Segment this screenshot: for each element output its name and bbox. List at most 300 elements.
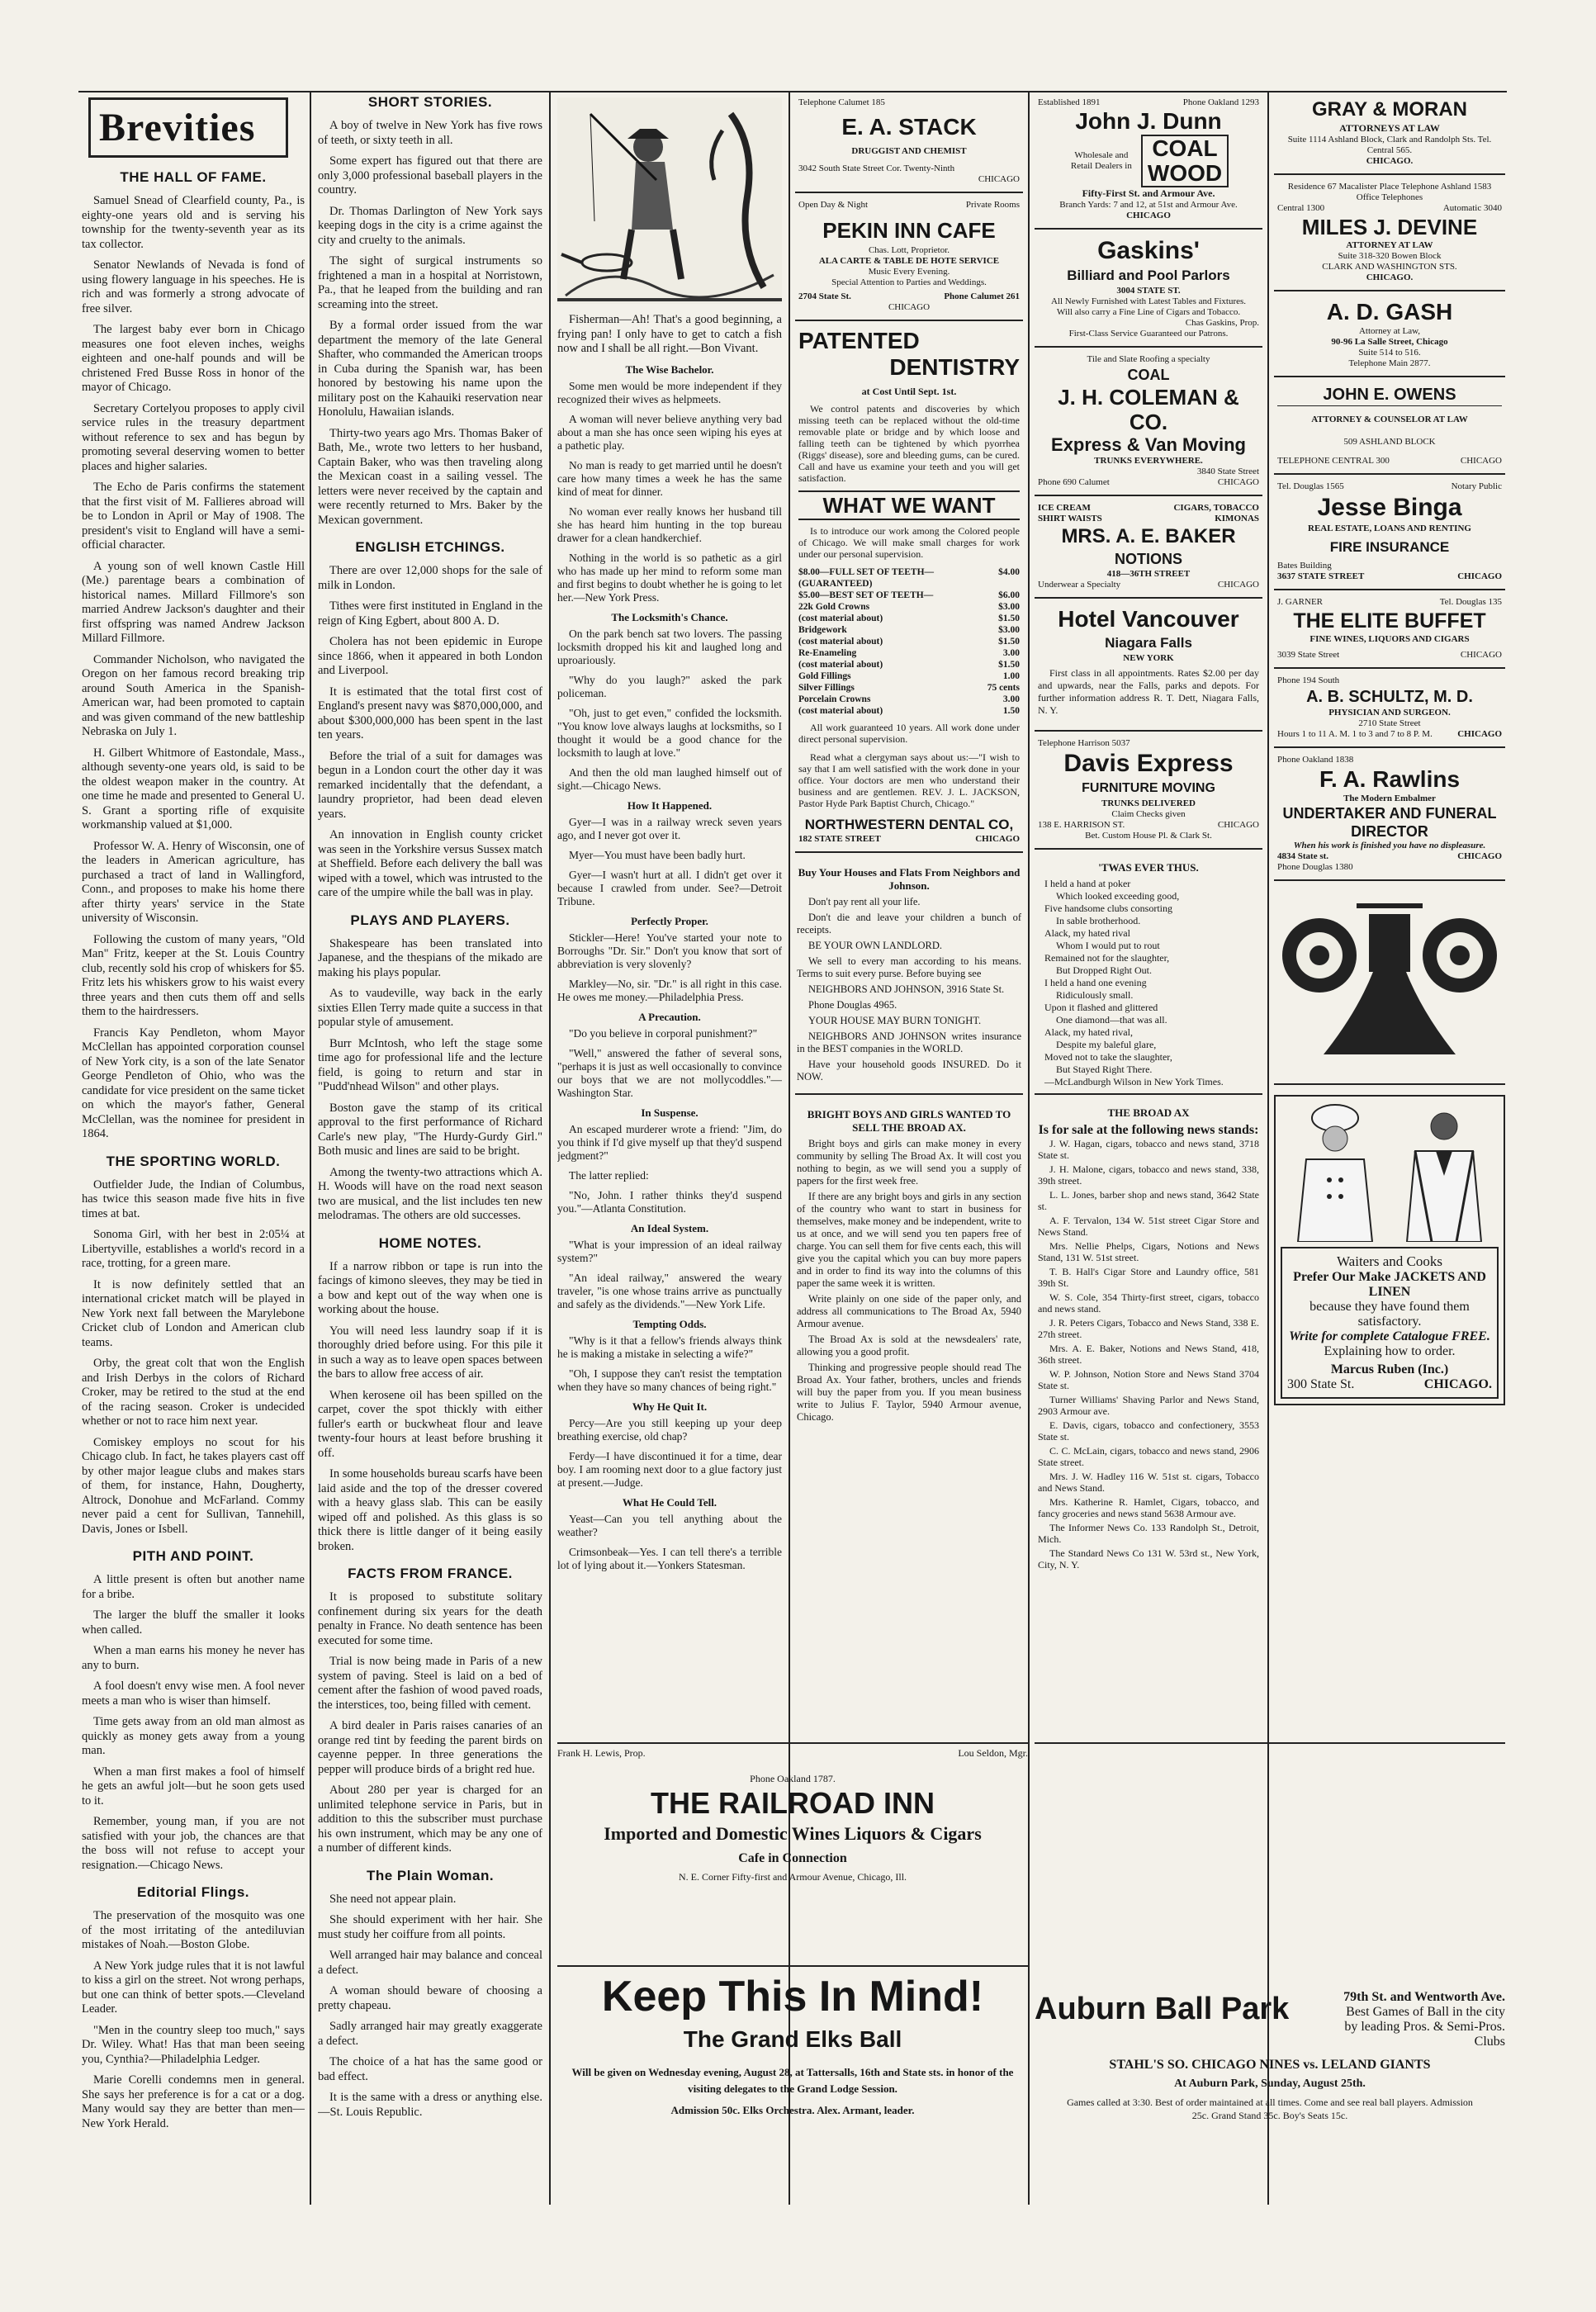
hall-paragraph: Samuel Snead of Clearfield county, Pa., is eighty-one years old and is serving his township for the twenty-seventh year as its tax collector.: [82, 194, 305, 251]
heading-locksmith: The Locksmith's Chance.: [611, 610, 728, 623]
poem-line: I held a hand one evening: [1044, 977, 1147, 988]
wise-paragraph: No woman ever really knows her husband till she has heard him hunting in the top bureau drawer for a clean handkerchief.: [557, 505, 782, 544]
news-stand-item: J. R. Peters Cigars, Tobacco and News Stand, 338 E. 27th street.: [1038, 1317, 1259, 1340]
waiter-figure-icon: [1399, 1102, 1489, 1242]
davis-trunks: TRUNKS DELIVERED: [1101, 798, 1196, 808]
home-paragraph: You will need less laundry soap if it is thoroughly dried before using. For this pile it in such a way as to leave open spaces between the bars to allow free access of air.: [318, 1324, 542, 1381]
poem-twas-ever-thus: [1035, 850, 1262, 1095]
quit-paragraph: Percy—Are you still keeping up your deep breathing exercise, old chap?: [557, 1416, 782, 1443]
poem-line: Ridiculously small.: [1056, 989, 1134, 1001]
boys-paragraph: Write plainly on one side of the paper only, and address all communications to The Broad Ax, 5940 Armour avenue.: [797, 1293, 1021, 1329]
binga-city: CHICAGO: [1457, 571, 1502, 581]
homes-paragraph: BE YOUR OWN LANDLORD.: [808, 940, 943, 951]
english-paragraph: Before the trial of a suit for damages was begun in a London court the other day it was remarked incidentally that the defendant, a laundry proprietor, had been dead eleven years.: [318, 749, 542, 821]
precaution-paragraph: "Do you believe in corporal punishment?": [569, 1026, 758, 1040]
pekin-special: Special Attention to Parties and Weddings.: [831, 277, 987, 287]
hall-paragraph: The largest baby ever born in Chicago measures one foot eleven inches, weighs eighteen and one-half pounds and will be christened Fred Busse Ross in honor of the mayor of Chicago.: [82, 323, 305, 394]
quit-paragraph: Ferdy—I have discontinued it for a time, dear boy. I am rooming next door to a glue factory just at present.—Judge.: [557, 1449, 782, 1489]
broadax-title: THE BROAD AX: [1107, 1106, 1190, 1119]
short-story-paragraph: A boy of twelve in New York has five rows of teeth, or sixty teeth in all.: [318, 119, 542, 147]
sporting-paragraph: Sonoma Girl, with her best in 2:05¼ at Libertyville, establishes a world's record in a race, trotting, for a green mare.: [82, 1228, 305, 1270]
pekin-addr: 2704 State St.: [798, 291, 851, 301]
happened-paragraph: Gyer—I wasn't hurt at all. I didn't get over it because I crawled from under. See?—Detroit Tribune.: [557, 868, 782, 907]
ad-john-dunn: [1035, 91, 1262, 230]
short-story-paragraph: By a formal order issued from the war department the memory of the late General Shafter, who commanded the American troops in Cuba during the Spanish war, has been honored by bestowing his name upon the military post on the Kahauiki reservation near Honolulu, Hawaiian islands.: [318, 319, 542, 419]
happened-paragraph: Gyer—I was in a railway wreck seven years ago, and I never got over it.: [557, 815, 782, 841]
ad-owens: [1274, 377, 1505, 475]
heading-how-it-happened: How It Happened.: [627, 798, 713, 812]
poem-line: Alack, my hated rival,: [1044, 1026, 1133, 1038]
plays-paragraph: Shakespeare has been translated into Japanese, and the thespians of the mikado are making his plays popular.: [318, 936, 542, 979]
column-humor: [557, 91, 782, 1734]
poem-line: But Dropped Right Out.: [1056, 964, 1152, 976]
english-paragraph: Cholera has not been epidemic in Europe since 1866, when it appeared in both London and Liverpool.: [318, 635, 542, 677]
pekin-music: Music Every Evening.: [868, 267, 950, 277]
binga-addr: 3637 STATE STREET: [1277, 571, 1365, 581]
facts-paragraph: Trial is now being made in Paris of a new system of paving. Steel is laid on a bed of cement after the fashion of wood paved roads, the interstices, too, being filled with cement.: [318, 1655, 542, 1712]
devine-name: MILES J. DEVINE: [1301, 215, 1478, 239]
hotel-loc: Niagara Falls: [1105, 635, 1192, 651]
coleman-coal: COAL: [1127, 367, 1170, 383]
heading-ideal-system: An Ideal System.: [630, 1221, 709, 1234]
bottom-rule: [1035, 1742, 1505, 1744]
ideal-paragraph: "What is your impression of an ideal railway system?": [557, 1238, 782, 1264]
price-item: (cost material about): [798, 614, 883, 623]
short-story-paragraph: Thirty-two years ago Mrs. Thomas Baker of Bath, Me., wrote two letters to her husband, Captain Baker, who was then traveling along the Mexican coast in a sailing vessel. The letters were never received by the captain and were recently returned to Mrs. Baker by the Mexican government.: [318, 426, 542, 527]
park-loc: 79th St. and Wentworth Ave.: [1343, 1990, 1505, 2004]
davis-addr2: Bet. Custom House Pl. & Clark St.: [1085, 831, 1212, 841]
buffet-city: CHICAGO: [1460, 650, 1502, 660]
boys-title: BRIGHT BOYS AND GIRLS WANTED TO SELL THE BROAD AX.: [807, 1108, 1011, 1134]
editorial-paragraph: A New York judge rules that it is not lawful to kiss a girl on the street. Not wrong perhaps, but one can think of better spots.—Cleveland Leader.: [82, 1959, 305, 2016]
dent-guarantee: All work guaranteed 10 years. All work done under direct personal supervision.: [798, 722, 1020, 745]
pith-paragraph: When a man earns his money he never has any to burn.: [82, 1644, 305, 1672]
gaskins-prop: Chas Gaskins, Prop.: [1185, 318, 1259, 328]
heading-pith-and-point: PITH AND POINT.: [132, 1548, 254, 1564]
plays-paragraph: Among the twenty-two attractions which A. H. Woods will have on the road next season two are musical, and the list includes ten new melodramas. The others are old successes.: [318, 1165, 542, 1222]
fisherman-illustration: [557, 97, 782, 304]
pith-paragraph: A fool doesn't envy wise men. A fool never meets a man who is wiser than himself.: [82, 1680, 305, 1708]
binga-bldg: Bates Building: [1277, 561, 1332, 571]
precaution-paragraph: "Well," answered the father of several sons, "perhaps it is just as well occasionally to convince our boys that we are not mollycoddles."—Washington Star.: [557, 1046, 782, 1099]
told-paragraph: Crimsonbeak—Yes. I can tell there's a terrible lot of lying about it.—Yonkers Statesman.: [557, 1545, 782, 1571]
ad-auburn-ball-park: [1035, 1990, 1505, 2188]
rail-mgr: Lou Seldon, Mgr.: [958, 1747, 1028, 1759]
short-story-paragraph: The sight of surgical instruments so frightened a man in a hospital at Norristown, Pa., that he leaped from the building and ran screaming into the street.: [318, 254, 542, 311]
column-rule: [310, 91, 311, 2205]
heading-english-etchings: ENGLISH ETCHINGS.: [355, 539, 505, 555]
news-stand-item: J. H. Malone, cigars, tobacco and news stand, 338, 39th street.: [1038, 1163, 1259, 1187]
hall-paragraph: Following the custom of many years, "Old Man" Fritz, keeper at the St. Louis Country club, recently sold his crop of whiskers for $5. Fritz lets his whiskers grow to his waist every three years and then cuts them off and sells them to the hairdressers.: [82, 932, 305, 1018]
davis-name: Davis Express: [1063, 750, 1234, 777]
facts-paragraph: About 280 per year is charged for an unlimited telephone service in Paris, but in addition to this the subscriber must purchase his own instrument, which may be any one of a number of different kinds.: [318, 1784, 542, 1855]
rawlins-name: F. A. Rawlins: [1319, 766, 1461, 792]
ad-gaskins: [1035, 230, 1262, 348]
elks-title: Keep This In Mind!: [601, 1973, 984, 2021]
ad-stack: [795, 91, 1023, 193]
poem-line: One diamond—that was all.: [1056, 1014, 1167, 1026]
hall-paragraph: Francis Kay Pendleton, whom Mayor McClellan has appointed corporation counsel of New York city, is a son of the late Senator George Pendleton of Ohio, who was the candidate for vice president on the same ticket on which the mayor's father, General McClellan, was the nominee for president in 1864.: [82, 1026, 305, 1140]
baker-l2: SHIRT WAISTS: [1038, 514, 1102, 524]
rail-addr: N. E. Corner Fifty-first and Armour Avenue, Chicago, Ill.: [678, 1871, 907, 1883]
cartoon-caption: Fisherman—Ah! That's a good beginning, a frying pan! I only have to get to catch a fish now and I shall be all right.—Bon Vivant.: [557, 313, 782, 355]
rawlins-motto: When his work is finished you have no displeasure.: [1293, 841, 1486, 850]
hotel-ny: NEW YORK: [1123, 653, 1174, 663]
boys-paragraph: Thinking and progressive people should read The Broad Ax. Your father, brothers, uncles and friends will buy the paper from you. If you mean business write to Julius F. Taylor, 5940 Armour avenue, Chicago.: [797, 1362, 1021, 1423]
news-stand-item: Mrs. Katherine R. Hamlet, Cigars, tobacco, and fancy groceries and news stand 5638 Armour ave.: [1038, 1496, 1259, 1519]
ad-miles-devine: [1274, 175, 1505, 291]
price-row: [798, 613, 1020, 624]
price-row: [798, 694, 1020, 705]
proper-paragraph: Markley—No, sir. "Dr." is all right in this case. He owes me money.—Philadelphia Press.: [557, 977, 782, 1003]
ruben-measure: Explaining how to order.: [1324, 1344, 1456, 1358]
ad-coleman: [1035, 348, 1262, 496]
ad-gash: [1274, 291, 1505, 377]
gaskins-guarantee: First-Class Service Guaranteed our Patrons.: [1068, 329, 1229, 339]
davis-sub: FURNITURE MOVING: [1082, 781, 1215, 795]
fisherman-cartoon: [557, 97, 782, 308]
owens-addr: 509 ASHLAND BLOCK: [1343, 437, 1436, 447]
rawlins-city: CHICAGO: [1457, 851, 1502, 861]
column-brevities: [82, 91, 305, 2205]
rawlins-phone: Phone Oakland 1838: [1277, 755, 1354, 765]
devine-addr: Suite 318-320 Bowen Block: [1338, 251, 1442, 261]
devine-sub: ATTORNEY AT LAW: [1346, 240, 1433, 250]
locksmith-paragraph: And then the old man laughed himself out of sight.—Chicago News.: [557, 765, 782, 792]
heading-in-suspense: In Suspense.: [641, 1106, 699, 1119]
devine-top2: Office Telephones: [1356, 192, 1423, 202]
plain-woman-paragraph: Sadly arranged hair may greatly exaggerate a defect.: [318, 2020, 542, 2048]
ad-jesse-binga: [1274, 475, 1505, 590]
editorial-paragraph: "Men in the country sleep too much," says Dr. Wiley. What! Has that man been seeing you, Cynthia?—Philadelphia Ledger.: [82, 2023, 305, 2066]
price-value: $1.50: [998, 614, 1020, 623]
price-value: 3.00: [1002, 694, 1020, 704]
poem-line: I held a hand at poker: [1044, 878, 1131, 889]
pekin-menu: ALA CARTE & TABLE DE HOTE SERVICE: [818, 256, 1000, 266]
news-stand-item: W. P. Johnson, Notion Store and News Stand 3704 State st.: [1038, 1368, 1259, 1391]
ruben-catalogue: Write for complete Catalogue FREE.: [1289, 1329, 1490, 1343]
column-rule: [1267, 91, 1269, 2205]
price-row: [798, 624, 1020, 636]
devine-top: Residence 67 Macalister Place Telephone Ashland 1583: [1287, 182, 1492, 192]
ad-pekin-inn: [795, 193, 1023, 321]
buffet-addr: 3039 State Street: [1277, 650, 1340, 660]
price-value: 75 cents: [987, 683, 1020, 693]
ad-schultz: [1274, 669, 1505, 748]
binga-sub: REAL ESTATE, LOANS AND RENTING: [1308, 524, 1471, 533]
price-value: 1.50: [1002, 706, 1020, 716]
binga-name: Jesse Binga: [1317, 494, 1462, 521]
price-value: $3.00: [998, 625, 1020, 635]
column-ads-business: [1035, 91, 1262, 1742]
news-stand-item: A. F. Tervalon, 134 W. 51st street Cigar Store and News Stand.: [1038, 1215, 1259, 1238]
stack-addr: 3042 South State Street Cor. Twenty-Ninth: [798, 163, 955, 173]
stack-name: E. A. STACK: [841, 114, 977, 140]
elks-sub: The Grand Elks Ball: [683, 2026, 902, 2052]
park-game: STAHL'S SO. CHICAGO NINES vs. LELAND GIANTS: [1109, 2058, 1431, 2072]
news-stand-item: The Standard News Co 131 W. 53rd st., New York, City, N. Y.: [1038, 1547, 1259, 1571]
gm-city: CHICAGO.: [1366, 156, 1414, 166]
homes-paragraph: NEIGHBORS AND JOHNSON, 3916 State St.: [808, 983, 1005, 995]
park-title: Auburn Ball Park: [1035, 1992, 1290, 2026]
homes-paragraph: Phone Douglas 4965.: [808, 999, 897, 1011]
gramophone-icon: [1274, 889, 1505, 1071]
ruben-body: because they have found them satisfactory.: [1309, 1300, 1470, 1329]
pekin-phone: Phone Calumet 261: [944, 291, 1020, 301]
price-item: (cost material about): [798, 706, 883, 716]
homes-paragraph: NEIGHBORS AND JOHNSON writes insurance in the BEST companies in the WORLD.: [797, 1030, 1021, 1054]
price-item: Bridgework: [798, 625, 847, 635]
gaskins-addr: 3004 STATE ST.: [1116, 286, 1181, 296]
price-list: [798, 566, 1020, 717]
poem-line: Despite my baleful glare,: [1056, 1039, 1157, 1050]
plays-paragraph: As to vaudeville, way back in the early sixties Ellen Terry made quite a success in that popular style of amusement.: [318, 987, 542, 1029]
owens-name: JOHN E. OWENS: [1277, 384, 1502, 406]
boys-paragraph: The Broad Ax is sold at the newsdealers' rate, allowing you a good profit.: [797, 1334, 1021, 1357]
ruben-name: Marcus Ruben (Inc.): [1330, 1362, 1449, 1376]
poem-line: In sable brotherhood.: [1056, 915, 1141, 926]
homes-paragraph: We sell to every man according to his means. Terms to suit every purse. Before buying see: [797, 955, 1021, 979]
baker-r2: KIMONAS: [1215, 514, 1259, 524]
elks-admission: Admission 50c. Elks Orchestra. Alex. Armant, leader.: [670, 2104, 915, 2116]
gm-addr: Suite 1114 Ashland Block, Clark and Randolph Sts. Tel. Central 565.: [1287, 135, 1492, 155]
cook-figure-icon: [1290, 1102, 1381, 1242]
ideal-paragraph: "An ideal railway," answered the weary traveler, "is one whose trains arrive as punctually and safely as the dividends."—New York Life.: [557, 1271, 782, 1310]
price-item: $5.00—BEST SET OF TEETH—: [798, 590, 934, 600]
gash-addr: 90-96 La Salle Street, Chicago: [1331, 337, 1448, 347]
column-rule: [549, 91, 551, 2205]
gaskins-sub: Billiard and Pool Parlors: [1067, 268, 1230, 283]
buffet-tel: Tel. Douglas 135: [1439, 597, 1502, 607]
price-row: [798, 636, 1020, 647]
heading-plain-woman: The Plain Woman.: [366, 1867, 495, 1883]
dunn-addr: Fifty-First St. and Armour Ave.: [1082, 187, 1215, 199]
baker-r1: CIGARS, TOBACCO: [1173, 503, 1259, 513]
editorial-paragraph: The preservation of the mosquito was one of the most irritating of the antediluvian mistakes of Noah.—Boston Globe.: [82, 1909, 305, 1951]
baker-notions: NOTIONS: [1114, 551, 1182, 567]
news-stand-item: Mrs. A. E. Baker, Notions and News Stand, 418, 36th street.: [1038, 1343, 1259, 1366]
homes-paragraph: YOUR HOUSE MAY BURN TONIGHT.: [808, 1015, 982, 1026]
wise-paragraph: A woman will never believe anything very bad about a man she has once seen wiping his eyes at a pathetic play.: [557, 412, 782, 452]
price-value: $1.50: [998, 660, 1020, 670]
hotel-body: First class in all appointments. Rates $2.00 per day and upwards, near the Falls, parks and depots. For further information address R. T. Dett, Niagara Falls, N. Y.: [1038, 667, 1259, 716]
dunn-sub: Wholesale and Retail Dealers in: [1070, 150, 1132, 171]
baker-addr: 418—36TH STREET: [1106, 569, 1191, 579]
schultz-hours: Hours 1 to 11 A. M. 1 to 3 and 7 to 8 P. M.: [1277, 729, 1433, 739]
price-item: Silver Fillings: [798, 683, 855, 693]
plain-woman-paragraph: A woman should beware of choosing a pretty chapeau.: [318, 1984, 542, 2012]
english-paragraph: An innovation in English county cricket was seen in the Yorkshire versus Sussex match at Sheffield. Before each delivery the ball was wiped with a towel, which was intrusted to the care of the umpire while the ball was in play.: [318, 828, 542, 899]
broad-ax-stands: [1035, 1095, 1262, 1578]
homes-paragraph: Don't pay rent all your life.: [808, 896, 921, 907]
price-value: $4.00: [998, 567, 1020, 577]
price-row: [798, 682, 1020, 694]
poem-line: Which looked exceeding good,: [1056, 890, 1180, 902]
price-item: Re-Enameling: [798, 648, 857, 658]
schultz-addr: 2710 State Street: [1358, 718, 1421, 728]
ruben-head: Waiters and Cooks: [1337, 1253, 1442, 1269]
suspense-paragraph: "No, John. I rather thinks they'd suspend you."—Atlanta Constitution.: [557, 1188, 782, 1215]
dunn-name: John J. Dunn: [1075, 108, 1222, 134]
dent-city: CHICAGO: [975, 834, 1020, 844]
devine-addr2: CLARK AND WASHINGTON STS.: [1322, 262, 1457, 272]
baker-city: CHICAGO: [1217, 580, 1259, 590]
pekin-city: CHICAGO: [888, 302, 931, 312]
pith-paragraph: When a man first makes a fool of himself he gets an awful jolt—but he soon gets used to it.: [82, 1765, 305, 1807]
coleman-name: J. H. COLEMAN & CO.: [1058, 385, 1239, 434]
price-item: (GUARANTEED): [798, 579, 873, 589]
heading-short-stories: SHORT STORIES.: [367, 94, 493, 110]
owens-city: CHICAGO: [1460, 456, 1502, 466]
notice-bright-boys: [795, 1095, 1023, 1433]
pekin-name: PEKIN INN CAFE: [822, 218, 996, 243]
news-stand-item: The Informer News Co. 133 Randolph St., Detroit, Mich.: [1038, 1522, 1259, 1545]
ad-davis-express: [1035, 732, 1262, 850]
dunn-city: CHICAGO: [1126, 211, 1171, 220]
gaskins-body: All Newly Furnished with Latest Tables and Fixtures.: [1050, 296, 1247, 306]
rail-name: THE RAILROAD INN: [651, 1786, 935, 1820]
dent-body: We control patents and discoveries by which missing teeth can be replaced without the old-time removable plate or bridge and by which loose and falling teeth can be tightened by which pyorrhea (Riggs' disease), sore and bleeding gums, can be cured. Call and have us examine your teeth and you will get satisfaction.: [798, 403, 1020, 484]
buffet-name: THE ELITE BUFFET: [1293, 609, 1486, 632]
rawlins-sub: The Modern Embalmer: [1343, 794, 1436, 803]
pith-paragraph: A little present is often but another name for a bribe.: [82, 1573, 305, 1601]
hall-paragraph: Commander Nicholson, who navigated the Oregon on her famous record breaking trip around South America in the Spanish-American war, had been promoted to captain and was given command of the new battleship Nebraska on July 1.: [82, 652, 305, 738]
price-row: [798, 566, 1020, 578]
tempting-paragraph: "Why is it that a fellow's friends always think he is making a mistake in selecting a wife?": [557, 1334, 782, 1360]
pith-paragraph: The larger the bluff the smaller it looks when called.: [82, 1608, 305, 1637]
price-item: (cost material about): [798, 660, 883, 670]
davis-addr: 138 E. HARRISON ST.: [1038, 820, 1125, 830]
devine-city: CHICAGO.: [1366, 272, 1414, 282]
hall-paragraph: A young son of well known Castle Hill (Me.) parentage bears a combination of historical names. Millard Fillmore's son married Andrew Jackson's daughter and their first offspring was named Andrew Jackson Millard Fillmore.: [82, 559, 305, 645]
dent-addr: 182 STATE STREET: [798, 834, 881, 844]
rail-phone: Phone Oakland 1787.: [750, 1773, 836, 1784]
proper-paragraph: Stickler—Here! You've started your note to Borroughs "Dr. Sir." Don't you know that sort of abbreviation is very slovenly?: [557, 931, 782, 970]
dunn-yards: Branch Yards: 7 and 12, at 51st and Armour Ave.: [1059, 200, 1238, 210]
news-stand-item: T. B. Hall's Cigar Store and Laundry office, 581 39th St.: [1038, 1266, 1259, 1289]
boys-paragraph: If there are any bright boys and girls in any section of the country who want to start in business for themselves, make money and be independent, write to us at once, and we will send you ten papers free of charge. You can sell them for five cents each, this will give you the capital which you can buy more papers and in order to find its way into the columns of this paper the same week it is written.: [797, 1191, 1021, 1289]
heading-facts-from-france: FACTS FROM FRANCE.: [348, 1566, 513, 1581]
price-value: $1.50: [998, 637, 1020, 647]
locksmith-paragraph: On the park bench sat two lovers. The passing locksmith dropped his kit and laughed long and uproariously.: [557, 627, 782, 666]
heading-sporting-world: THE SPORTING WORLD.: [106, 1153, 281, 1169]
owens-sub: ATTORNEY & COUNSELOR AT LAW: [1311, 415, 1468, 424]
heading-perfectly-proper: Perfectly Proper.: [631, 914, 708, 927]
hall-paragraph: Secretary Cortelyou proposes to apply civil service rules in the treasury department without reference to sex and has begun by promoting several deserving women to better places and higher salaries.: [82, 401, 305, 473]
heading-wise-bachelor: The Wise Bachelor.: [625, 362, 714, 376]
plain-woman-paragraph: Well arranged hair may balance and conceal a defect.: [318, 1949, 542, 1977]
ruben-city: CHICAGO.: [1423, 1377, 1492, 1391]
poem-line: Whom I would put to rout: [1056, 940, 1160, 951]
heading-home-notes: HOME NOTES.: [378, 1234, 482, 1251]
price-row: [798, 705, 1020, 717]
devine-tel-l: Central 1300: [1277, 203, 1325, 213]
column-rule: [1028, 91, 1030, 2205]
wise-paragraph: Nothing in the world is so pathetic as a girl who has made up her mind to reform some man and first begins to doubt whether he is going to let her.—New York Press.: [557, 551, 782, 604]
news-stand-item: E. Davis, cigars, tobacco and confectionery, 3553 State st.: [1038, 1419, 1259, 1443]
park-when: At Auburn Park, Sunday, August 25th.: [1174, 2077, 1366, 2090]
gash-name: A. D. GASH: [1326, 299, 1453, 325]
ad-marcus-ruben: [1274, 1095, 1505, 1405]
homes-title: Buy Your Houses and Flats From Neighbors and Johnson.: [798, 866, 1021, 892]
locksmith-paragraph: "Oh, just to get even," confided the locksmith. "You know love always laughs at locksmiths, so I thought it would be a good chance for the locksmith to laugh at love.": [557, 706, 782, 759]
ad-elite-buffet: [1274, 590, 1505, 669]
pekin-prop: Chas. Lott, Proprietor.: [868, 245, 950, 255]
stack-sub: DRUGGIST AND CHEMIST: [851, 146, 967, 156]
schultz-phone: Phone 194 South: [1277, 675, 1340, 685]
news-stand-item: J. W. Hagan, cigars, tobacco and news stand, 3718 State st.: [1038, 1138, 1259, 1161]
ad-rawlins: [1274, 748, 1505, 881]
rail-sub: Imported and Domestic Wines Liquors & Cigars: [604, 1823, 982, 1844]
schultz-name: A. B. SCHULTZ, M. D.: [1306, 688, 1473, 706]
home-paragraph: If a narrow ribbon or tape is run into the facings of kimono sleeves, they may be tied in a bow and kept out of the way when one is working about the house.: [318, 1259, 542, 1316]
hall-paragraph: The Echo de Paris confirms the statement that the first visit of M. Fallieres abroad will be to London in April or May of 1908. The president's visit to England will have a semi-official character.: [82, 481, 305, 552]
newspaper-page: [78, 91, 1507, 2205]
davis-phone: Telephone Harrison 5037: [1038, 738, 1130, 748]
dent-want: WHAT WE WANT: [798, 490, 1020, 520]
facts-paragraph: It is proposed to substitute solitary confinement during six years for the death penalty in France. No death sentence has been executed for some time.: [318, 1590, 542, 1647]
park-body: Games called at 3:30. Best of order maintained at all times. Come and see real ball players. Admission 25c. Grand Stand 35c. Boy's Seats 15c.: [1067, 2096, 1473, 2121]
davis-city: CHICAGO: [1217, 820, 1259, 830]
price-value: $3.00: [998, 602, 1020, 612]
gash-tel: Telephone Main 2877.: [1348, 358, 1431, 368]
gash-suite: Suite 514 to 516.: [1358, 348, 1421, 358]
rawlins-ud: UNDERTAKER AND FUNERAL DIRECTOR: [1282, 805, 1497, 840]
editorial-paragraph: Marie Corelli condemns men in general. She says her preference is for a cat or a dog. Many would say they are better than men—New York Herald.: [82, 2073, 305, 2130]
price-row: [798, 670, 1020, 682]
price-value: $6.00: [998, 590, 1020, 600]
dent-offer: at Cost Until Sept. 1st.: [861, 386, 957, 397]
poem-line: —McLandburgh Wilson in New York Times.: [1044, 1076, 1224, 1087]
price-value: 1.00: [1002, 671, 1020, 681]
buffet-sub: FINE WINES, LIQUORS AND CIGARS: [1309, 634, 1470, 644]
hotel-name: Hotel Vancouver: [1058, 606, 1239, 632]
stack-city: CHICAGO: [978, 174, 1020, 184]
short-story-paragraph: Some expert has figured out that there are only 3,000 professional baseball players in the country.: [318, 154, 542, 197]
gaskins-cigars: Will also carry a Fine Line of Cigars and Tobacco.: [1056, 307, 1241, 317]
binga-ins: FIRE INSURANCE: [1329, 539, 1450, 555]
column-short-stories: [318, 91, 542, 2205]
schultz-sub: PHYSICIAN AND SURGEON.: [1328, 708, 1451, 718]
ad-dentistry: [795, 321, 1023, 853]
rawlins-addr: 4834 State st.: [1277, 851, 1329, 861]
gaskins-name: Gaskins': [1097, 237, 1200, 264]
news-stand-item: W. S. Cole, 354 Thirty-first street, cigars, tobacco and news stand.: [1038, 1291, 1259, 1315]
plain-woman-paragraph: It is the same with a dress or anything else.—St. Louis Republic.: [318, 2091, 542, 2119]
dunn-tag: Established 1891: [1038, 97, 1101, 107]
news-stand-item: Turner Williams' Shaving Parlor and News Stand, 2903 Armour ave.: [1038, 1394, 1259, 1417]
suspense-paragraph: An escaped murderer wrote a friend: "Jim, do you think if I'd give myself up that they'd suspend jedgment?": [557, 1122, 782, 1162]
news-stand-item: C. C. McLain, cigars, tobacco and news stand, 2906 State street.: [1038, 1445, 1259, 1468]
stack-phone: Telephone Calumet 185: [798, 97, 885, 107]
schultz-city: CHICAGO: [1457, 729, 1502, 739]
brevities-masthead: Brevities: [88, 97, 288, 158]
hall-paragraph: Professor W. A. Henry of Wisconsin, one of the leaders in American agriculture, has purchased a tract of land in Wallingford, Conn., and proposes to make his home there after thirty years' service in the State university of Wisconsin.: [82, 839, 305, 925]
pith-paragraph: Remember, young man, if you are not satisfied with your job, the chances are that the boss will not refuse to accept your resignation.—Chicago News.: [82, 1815, 305, 1872]
heading-tempting-odds: Tempting Odds.: [632, 1317, 707, 1330]
wise-paragraph: No man is ready to get married until he doesn't care how many times a week he has the same kind of meat for dinner.: [557, 458, 782, 498]
english-paragraph: It is estimated that the total first cost of England's present navy was $870,000,000, and about $300,000,000 has been spent in the last ten years.: [318, 685, 542, 741]
heading-precaution: A Precaution.: [638, 1010, 701, 1023]
davis-checks: Claim Checks given: [1111, 809, 1186, 819]
told-paragraph: Yeast—Can you tell anything about the weather?: [557, 1512, 782, 1538]
hall-paragraph: H. Gilbert Whitmore of Eastondale, Mass., although seventy-one years old, is said to be the oldest weapon maker in the country. At one time he made and presented to General U. S. Grant a sporting rifle of exquisite workmanship valued at $1,000.: [82, 746, 305, 831]
ad-baker: [1035, 496, 1262, 599]
price-row: [798, 647, 1020, 659]
baker-l1: ICE CREAM: [1038, 503, 1091, 513]
english-paragraph: Tithes were first instituted in England in the reign of King Egbert, about 800 A. D.: [318, 599, 542, 628]
news-stand-item: Mrs. Nellie Phelps, Cigars, Notions and News Stand, 131 W. 51st street.: [1038, 1240, 1259, 1263]
